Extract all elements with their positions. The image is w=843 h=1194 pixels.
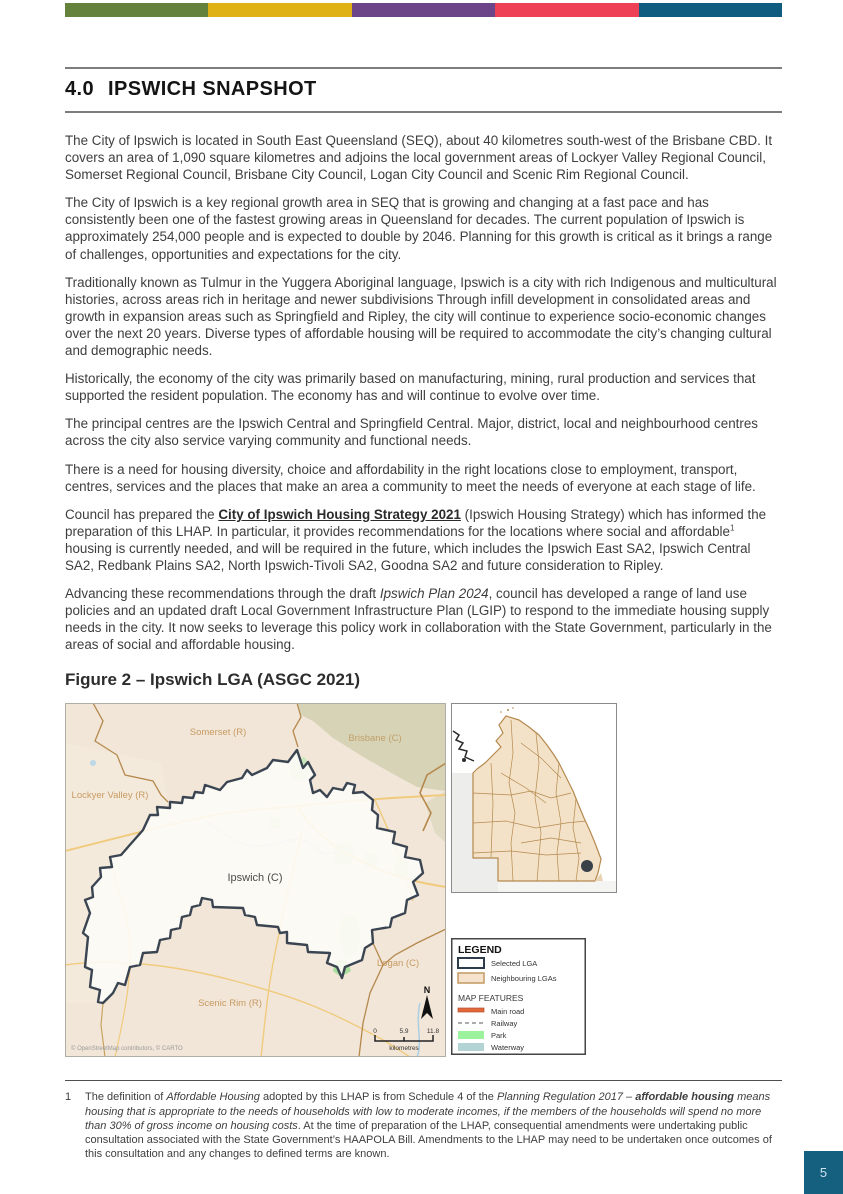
legend-swatch-selected-lga (458, 958, 484, 968)
text-segment: adopted by this LHAP is from Schedule 4 of the (259, 1091, 497, 1104)
figure-title: Figure 2 – Ipswich LGA (ASGC 2021) (65, 670, 361, 690)
map-label-logan: Logan (C) (376, 958, 420, 970)
paragraph (65, 132, 782, 183)
color-bar-segment (208, 3, 351, 17)
svg-text:0: 0 (373, 1028, 377, 1036)
paragraph (65, 506, 782, 574)
body-paragraphs (65, 132, 782, 653)
color-bar-segment (495, 3, 638, 17)
paragraph (65, 274, 782, 359)
footnote-text (85, 1090, 782, 1161)
section-number: 4.0 (65, 78, 95, 100)
text-segment: The definition of (85, 1091, 167, 1104)
figure-ipswich-lga (65, 703, 782, 1057)
color-bar-segment (639, 3, 782, 17)
heading-rule-bottom (65, 111, 782, 113)
map-side-column (451, 703, 617, 1055)
legend-title: LEGEND (458, 944, 502, 957)
page-number: 5 (819, 1165, 828, 1180)
footnote (65, 1090, 782, 1161)
text-segment: Historically, the economy of the city was primarily based on manufacturing, mining, rural production and services that supported the resident population. The economy has and will continue to evolve over time. (65, 371, 756, 404)
footnote-rule (65, 1080, 782, 1081)
legend-label-railway: Railway (491, 1019, 518, 1029)
map-label-brisbane: Brisbane (C) (348, 733, 402, 745)
text-segment: 1 (729, 523, 735, 533)
map-label-scenic-rim: Scenic Rim (R) (198, 998, 262, 1010)
legend-label-selected-lga: Selected LGA (491, 959, 538, 969)
text-segment: housing is currently needed, and will be required in the future, which includes the Ipswich East SA2, Ipswich Central SA2, Redbank Plains SA2, North Ipswich-Tivoli SA2, Goodna SA2 and future consideration to Ripley. (65, 540, 751, 573)
svg-text:5.9: 5.9 (399, 1028, 409, 1036)
legend-swatch-park (458, 1031, 484, 1039)
text-segment: Ipswich Plan 2024 (379, 586, 489, 602)
color-bar-segment (65, 3, 208, 17)
paragraph (65, 461, 782, 495)
north-arrow-label: N (423, 985, 431, 996)
heading-rule-top (65, 67, 782, 69)
map-label-lockyer-valley: Lockyer Valley (R) (71, 790, 149, 802)
ipswich-location-dot (581, 860, 593, 872)
svg-text:11.8: 11.8 (426, 1028, 440, 1036)
top-color-bar (65, 3, 782, 17)
text-segment: means housing that is appropriate to the needs of households with low to moderate incomes, if the members of the households will spend no more than 30% of gross income on housing costs (85, 1091, 771, 1132)
text-segment: The City of Ipswich is located in South East Queensland (SEQ), about 40 kilometres south-west of the Brisbane CBD. It covers an area of 1,090 square kilometres and adjoins the local government areas of Lockyer Valley Regional Council, Somerset Regional Council, Brisbane City Council, Logan City Council and Scenic Rim Regional Council. (65, 133, 773, 183)
paragraph (65, 415, 782, 449)
text-segment: There is a need for housing diversity, choice and affordability in the right locations close to employment, transport, centres, services and the places that make an area a community to meet the needs of everyone at each stage of life. (65, 461, 756, 494)
text-segment: . At the time of preparation of the LHAP, consequential amendments were undertaking public consultation associated with the State Government’s HAAPOLA Bill. Amendments to the LHAP may need to be undertaken once outcomes of this consultation and any changes to defined terms are known. (85, 1119, 772, 1161)
legend-label-main-road: Main road (491, 1007, 525, 1017)
map-attribution: © OpenStreetMap contributors, © CARTO (71, 1046, 183, 1053)
paragraph (65, 585, 782, 653)
text-segment: Planning Regulation 2017 (496, 1091, 623, 1104)
color-bar-segment (352, 3, 495, 17)
legend-swatch-neighbouring-lgas (458, 973, 484, 983)
text-segment: The principal centres are the Ipswich Central and Springfield Central. Major, district, local and neighbourhood centres across the city also service varying community and functional needs. (65, 416, 758, 449)
queensland-inset-map (451, 703, 617, 893)
paragraph (65, 370, 782, 404)
paragraph (65, 194, 782, 262)
legend-label-park: Park (491, 1031, 507, 1041)
text-segment: Traditionally known as Tulmur in the Yuggera Aboriginal language, Ipswich is a city with rich Indigenous and multicultural histories, across areas rich in heritage and newer subdivisions Through infill development in consolidated areas and growth in expansion areas such as Springfield and Ripley, the city will continue to experience socio-economic changes over the next 20 years. Diverse types of affordable housing will be required to accommodate the city’s changing cultural and demographic needs. (65, 274, 777, 359)
legend-label-neighbouring-lgas: Neighbouring LGAs (491, 974, 557, 984)
text-segment: (Ipswich Housing Strategy) which has informed the preparation of this LHAP. In particular, it provides recommendations for the locations where social and affordable (65, 506, 767, 539)
housing-strategy-link[interactable]: City of Ipswich Housing Strategy 2021 (218, 506, 461, 522)
svg-text:kilometres: kilometres (389, 1045, 419, 1053)
ipswich-lga-map (65, 703, 446, 1057)
legend-features-title: MAP FEATURES (458, 993, 524, 1004)
legend-label-waterway: Waterway (491, 1043, 525, 1053)
section-title: IPSWICH SNAPSHOT (108, 78, 317, 100)
text-segment: , council has developed a range of land use policies and an updated draft Local Government Infrastructure Plan (LGIP) to respond to the immediate housing supply needs in the city. It now seeks to leverage this policy work in collaboration with the State Government, particularly in the areas of social and affordable housing. (65, 586, 772, 653)
map-label-somerset: Somerset (R) (189, 727, 247, 739)
page-number-badge (804, 1151, 843, 1194)
legend-swatch-waterway (458, 1043, 484, 1051)
text-segment: – (622, 1091, 636, 1104)
text-segment: Advancing these recommendations through the draft (65, 586, 380, 602)
content-column (65, 67, 782, 1161)
footnote-marker: 1 (65, 1091, 72, 1104)
text-segment: affordable housing (635, 1091, 735, 1104)
text-segment: Affordable Housing (166, 1091, 260, 1104)
section-heading (65, 78, 782, 101)
text-segment: The City of Ipswich is a key regional growth area in SEQ that is growing and changing at a fast pace and has consistently been one of the fastest growing areas in Queensland for decades. The current population of Ipswich is approximately 254,000 people and is expected to double by 2046. Planning for this growth is critical as it brings a range of challenges, opportunities and expectations for the city. (65, 195, 773, 262)
map-label-ipswich: Ipswich (C) (227, 872, 283, 885)
map-legend (451, 938, 586, 1055)
text-segment: Council has prepared the (65, 506, 219, 522)
legend-swatch-main-road (458, 1008, 484, 1012)
